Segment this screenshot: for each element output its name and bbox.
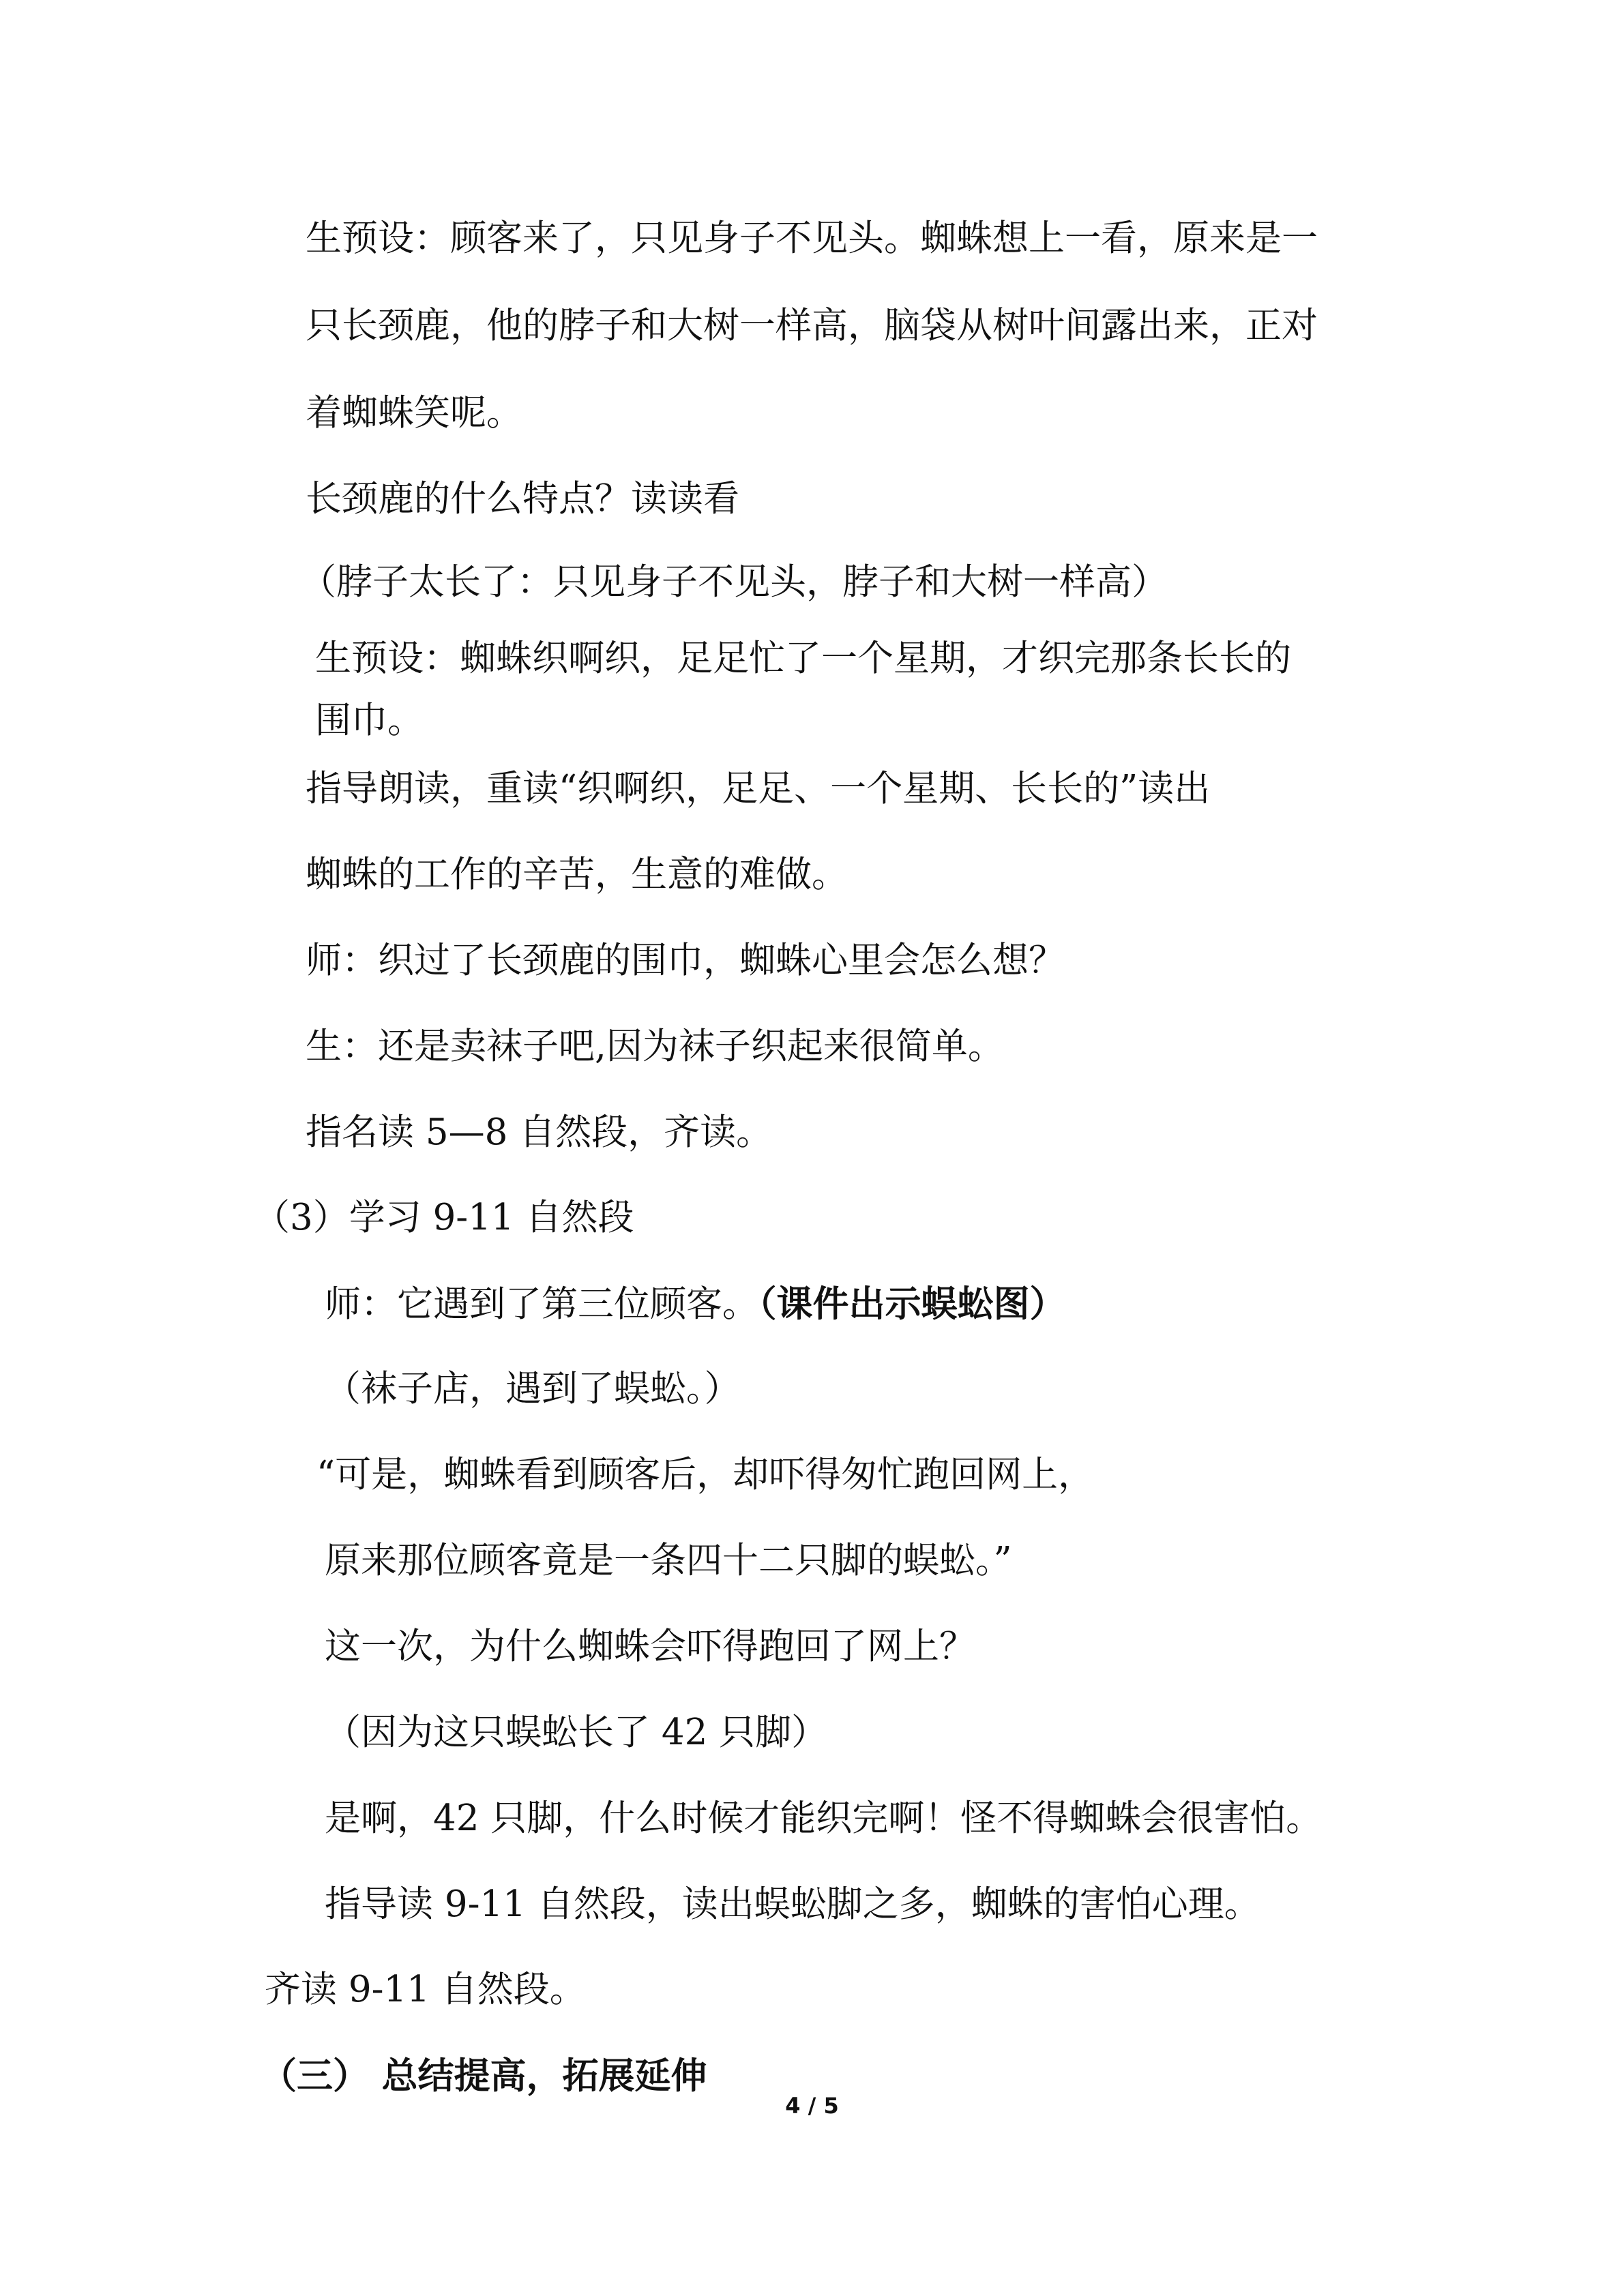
text-line-6: 生预设：蜘蛛织啊织，足足忙了一个星期，才织完那条长长的: [315, 638, 1291, 679]
text-line-14: （袜子店，遇到了蜈蚣。）: [325, 1368, 741, 1410]
page-number: 4 / 5: [785, 2093, 839, 2119]
text-line-2: 只长颈鹿，他的脖子和大树一样高，脑袋从树叶间露出来，正对: [306, 305, 1318, 346]
text-line-16: 原来那位顾客竟是一条四十二只脚的蜈蚣。”: [325, 1540, 1012, 1581]
text-line-17: 这一次，为什么蜘蛛会吓得跑回了网上？: [325, 1626, 975, 1667]
text-line-9: 蜘蛛的工作的辛苦，生意的难做。: [306, 854, 848, 895]
text-line-3: 着蜘蛛笑呢。: [306, 392, 522, 434]
section-heading-3: （3）学习 9-11 自然段: [254, 1197, 634, 1238]
text-line-1: 生预设：顾客来了，只见身子不见头。蜘蛛想上一看，原来是一: [306, 218, 1318, 259]
text-line-7: 围巾。: [315, 700, 424, 741]
text-line-10: 师：织过了长颈鹿的围巾，蜘蛛心里会怎么想？: [306, 940, 1065, 981]
text-line-5: （脖子太长了：只见身子不见头，脖子和大树一样高）: [300, 561, 1168, 603]
text-line-20: 指导读 9-11 自然段，读出蜈蚣脚之多，蜘蛛的害怕心理。: [325, 1883, 1260, 1925]
text-line-11: 生：还是卖袜子吧,因为袜子织起来很简单。: [306, 1026, 1004, 1067]
text-line-12: 指名读 5—8 自然段，齐读。: [306, 1112, 773, 1153]
text-line-13: 师：它遇到了第三位顾客。（课件出示蜈蚣图）: [325, 1283, 1066, 1325]
text-line-4: 长颈鹿的什么特点？读读看: [306, 478, 739, 520]
section-heading-three: （三） 总结提高，拓展延伸: [261, 2055, 707, 2097]
text-line-21: 齐读 9-11 自然段。: [265, 1969, 586, 2010]
text-line-8: 指导朗读，重读“织啊织，足足、一个星期、长长的”读出: [306, 768, 1211, 809]
text-line-19: 是啊，42 只脚，什么时候才能织完啊！怪不得蜘蛛会很害怕。: [325, 1798, 1323, 1839]
text-line-15: “可是，蜘蛛看到顾客后，却吓得匆忙跑回网上，: [316, 1454, 1095, 1495]
courseware-note: （课件出示蜈蚣图）: [758, 1283, 1066, 1325]
text-line-18: （因为这只蜈蚣长了 42 只脚）: [325, 1712, 828, 1753]
